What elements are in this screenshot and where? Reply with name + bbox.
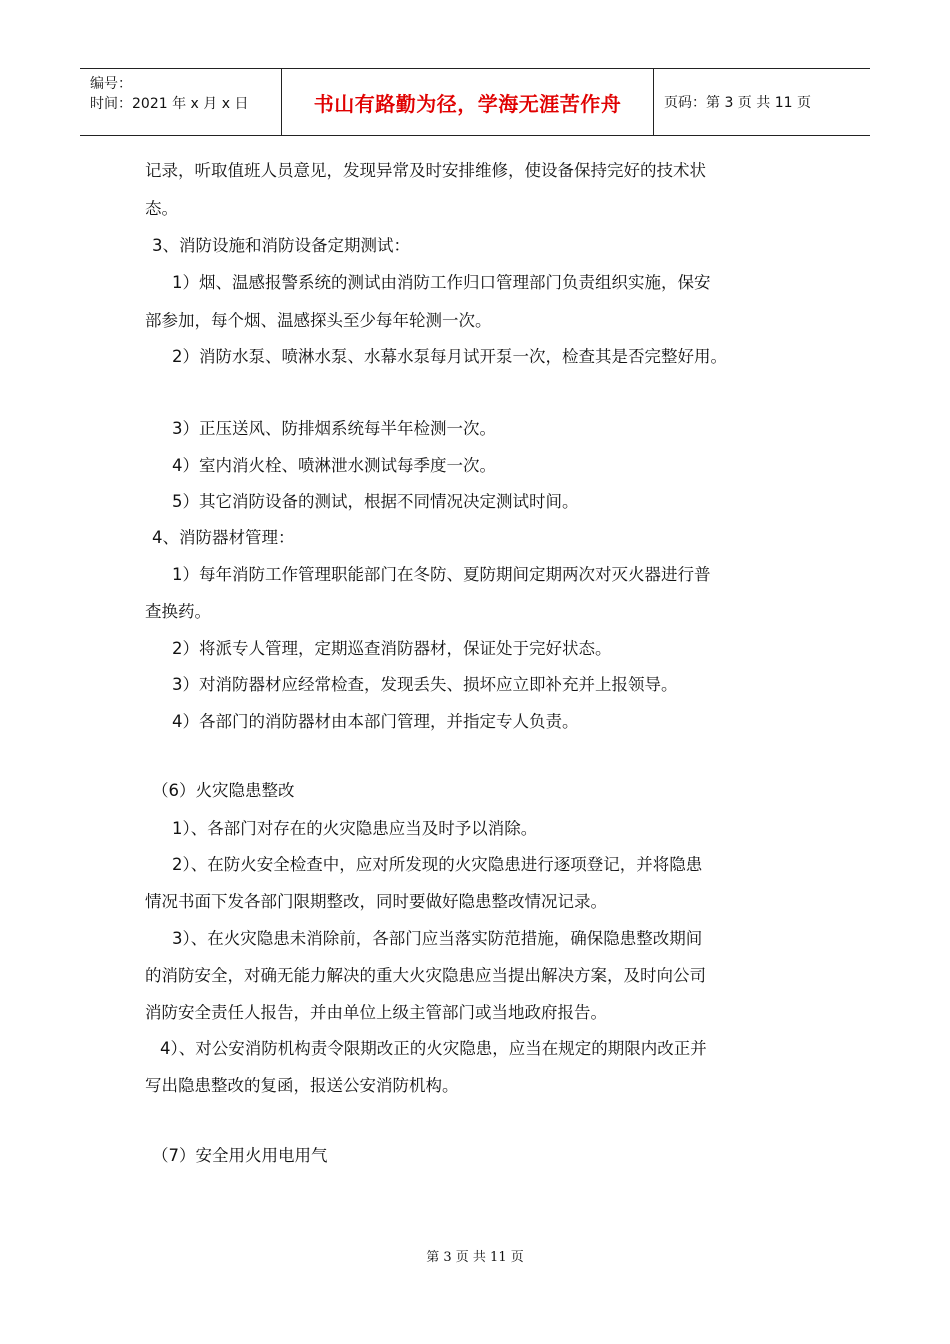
section-heading: （7）安全用火用电用气 [152, 1146, 328, 1165]
document-date: 时间：2021 年 x 月 x 日 [90, 96, 249, 112]
section-heading: （6）火灾隐患整改 [152, 781, 295, 800]
page-footer: 第 3 页 共 11 页 [426, 1250, 524, 1265]
text-line: 记录，听取值班人员意见，发现异常及时安排维修，使设备保持完好的技术状 [145, 161, 706, 180]
text-line: 1）每年消防工作管理职能部门在冬防、夏防期间定期两次对灭火器进行普 [172, 565, 711, 584]
text-line: 1）、各部门对存在的火灾隐患应当及时予以消除。 [172, 819, 538, 838]
page-header [80, 68, 870, 136]
text-line: 2）将派专人管理，定期巡查消防器材，保证处于完好状态。 [172, 639, 612, 658]
text-line: 3）正压送风、防排烟系统每半年检测一次。 [172, 419, 496, 438]
section-heading: 3、消防设施和消防设备定期测试： [152, 236, 410, 255]
text-line: 3）、在火灾隐患未消除前，各部门应当落实防范措施，确保隐患整改期间 [172, 929, 703, 948]
text-line: 4）各部门的消防器材由本部门管理，并指定专人负责。 [172, 712, 579, 731]
document-number: 编号： [90, 76, 132, 92]
text-line: 的消防安全，对确无能力解决的重大火灾隐患应当提出解决方案，及时向公司 [145, 966, 706, 985]
text-line: 4）室内消火栓、喷淋泄水测试每季度一次。 [172, 456, 496, 475]
section-heading: 4、消防器材管理： [152, 528, 295, 547]
header-motto: 书山有路勤为径，学海无涯苦作舟 [313, 91, 622, 116]
header-page-number: 页码：第 3 页 共 11 页 [664, 95, 811, 111]
text-line: 态。 [145, 199, 178, 218]
text-line: 情况书面下发各部门限期整改，同时要做好隐患整改情况记录。 [145, 892, 607, 911]
header-meta [80, 69, 282, 135]
header-page-info-cell [654, 69, 870, 135]
text-line: 4）、对公安消防机构责令限期改正的火灾隐患，应当在规定的期限内改正并 [160, 1039, 707, 1058]
text-line: 1）烟、温感报警系统的测试由消防工作归口管理部门负责组织实施，保安 [172, 273, 711, 292]
text-line: 消防安全责任人报告，并由单位上级主管部门或当地政府报告。 [145, 1003, 607, 1022]
text-line: 查换药。 [145, 602, 211, 621]
text-line: 2）、在防火安全检查中，应对所发现的火灾隐患进行逐项登记，并将隐患 [172, 855, 703, 874]
text-line: 2）消防水泵、喷淋水泵、水幕水泵每月试开泵一次，检查其是否完整好用。 [172, 347, 727, 366]
text-line: 3）对消防器材应经常检查，发现丢失、损坏应立即补充并上报领导。 [172, 675, 678, 694]
text-line: 写出隐患整改的复函，报送公安消防机构。 [145, 1076, 459, 1095]
text-line: 5）其它消防设备的测试，根据不同情况决定测试时间。 [172, 492, 579, 511]
text-line: 部参加，每个烟、温感探头至少每年轮测一次。 [145, 311, 492, 330]
header-motto-cell [282, 69, 654, 135]
